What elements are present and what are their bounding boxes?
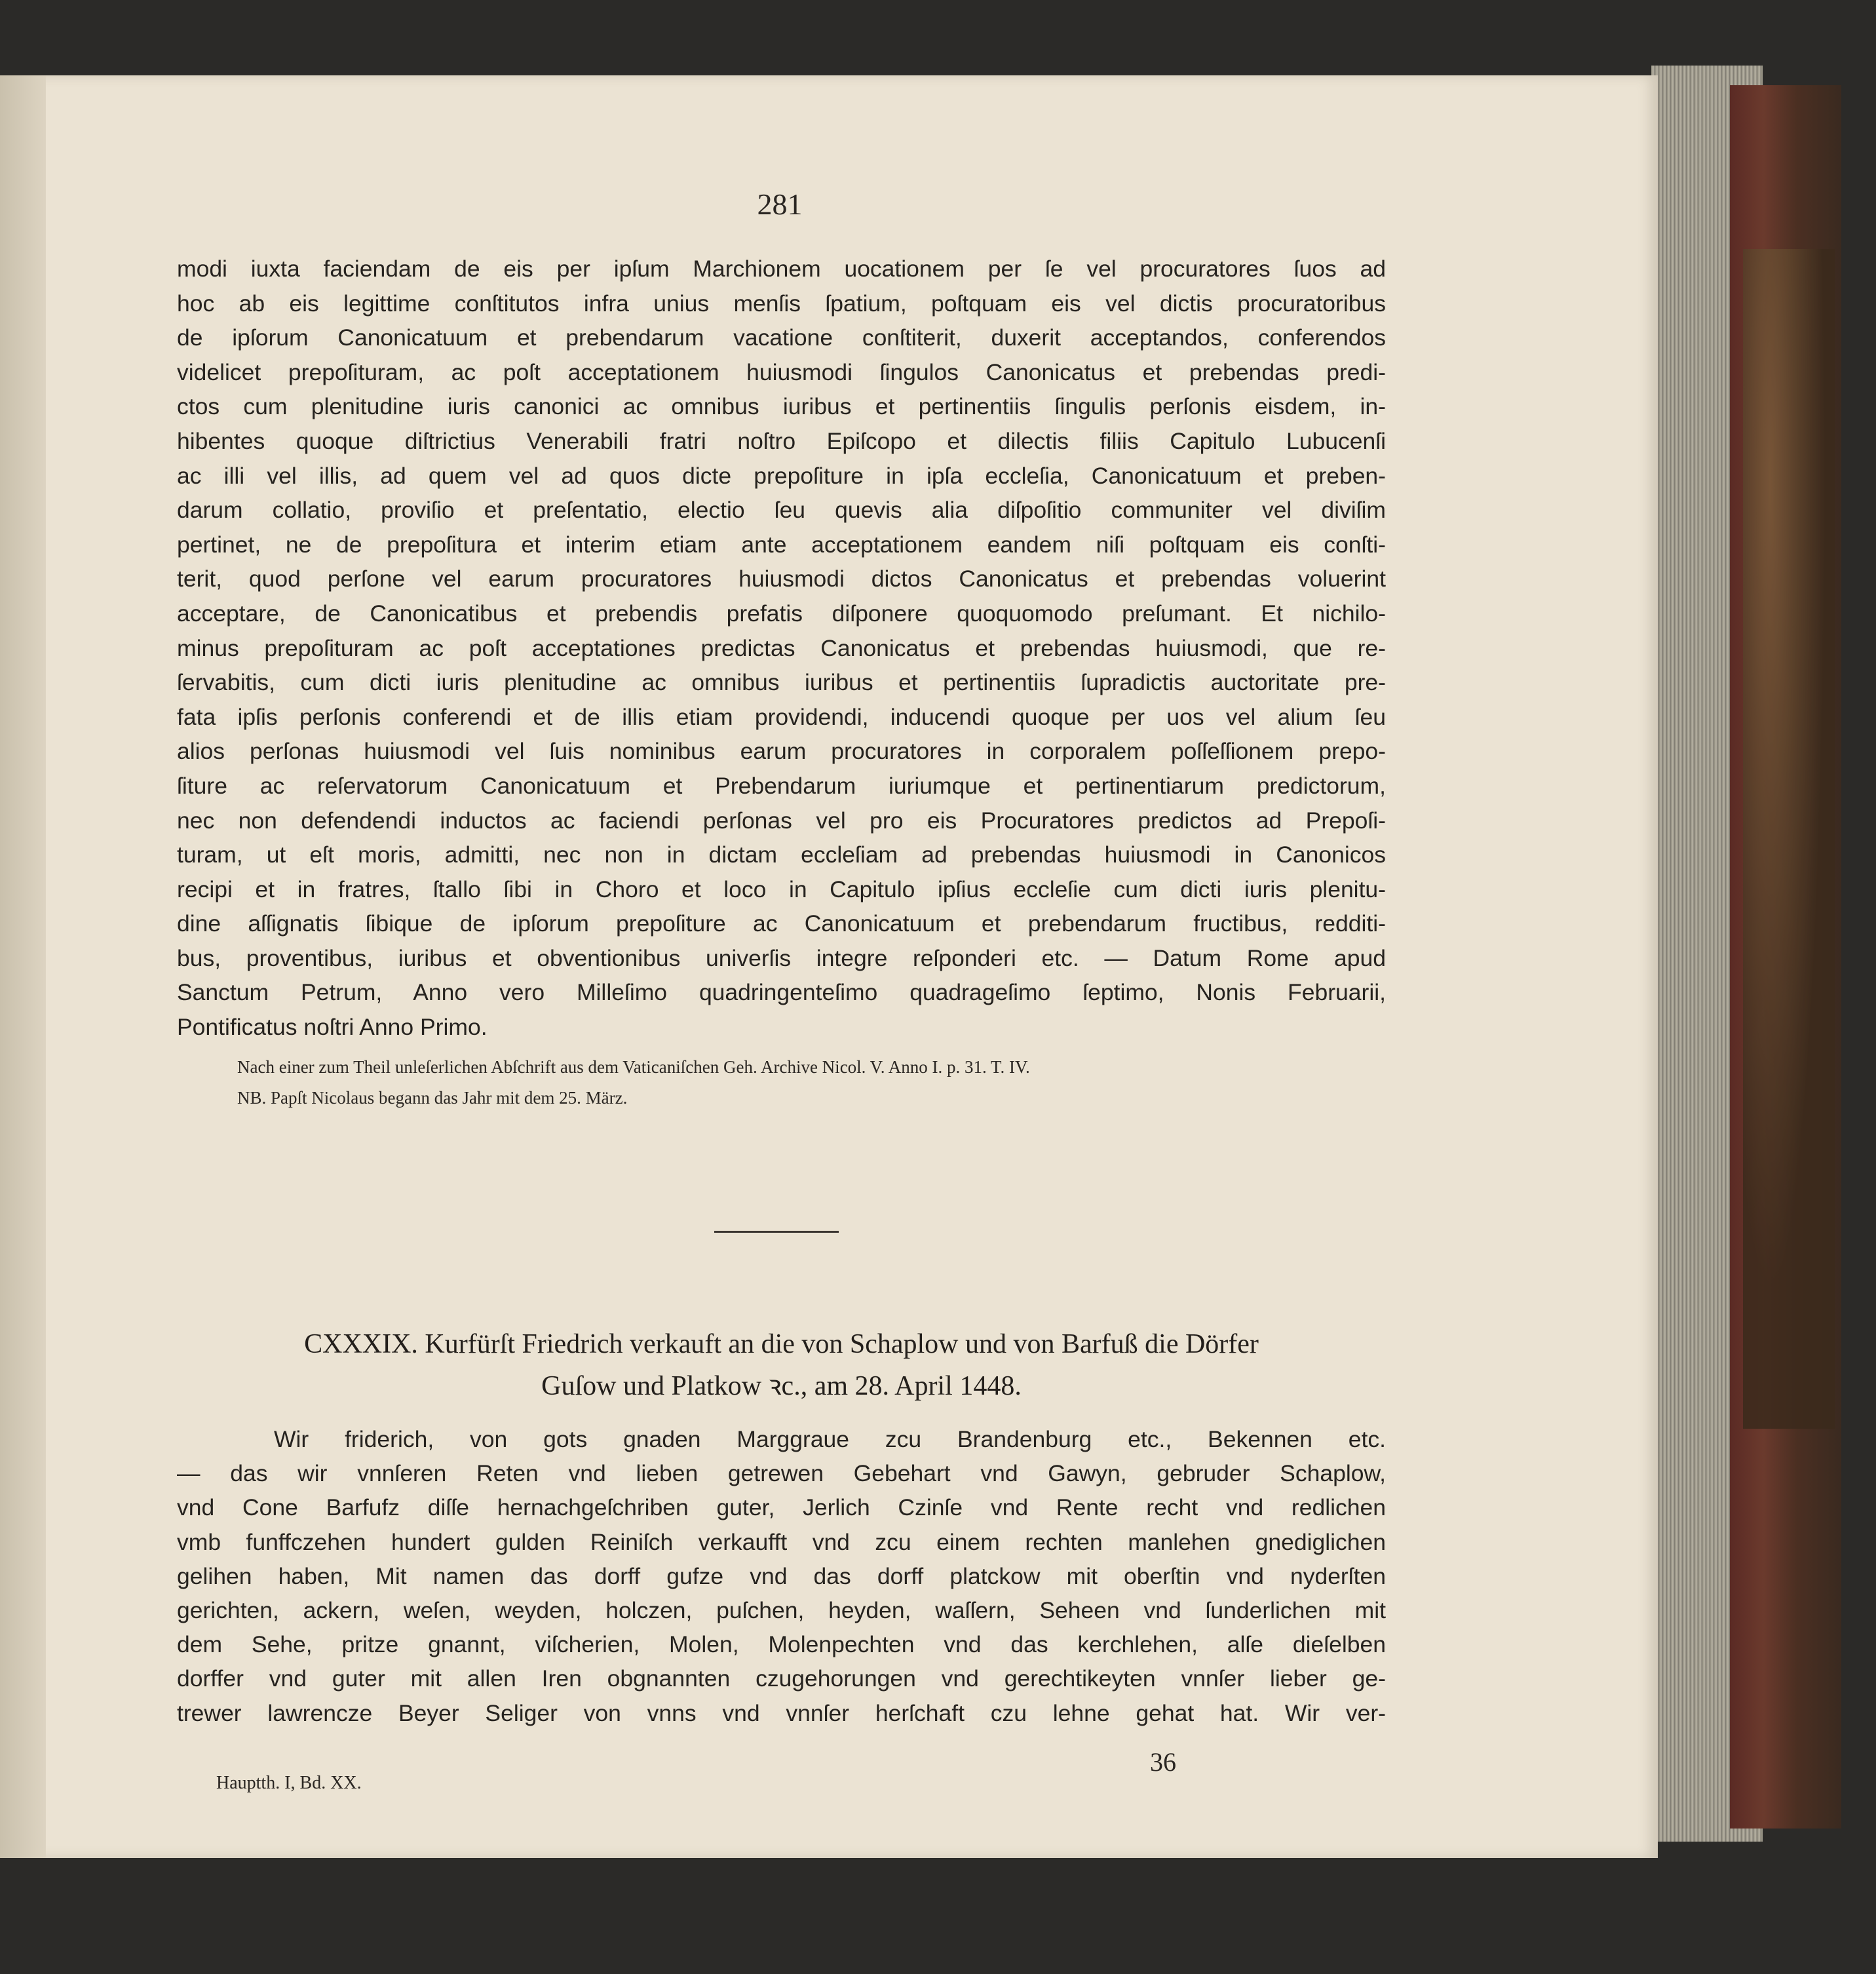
latin-document-text: [177, 252, 1386, 1045]
page-gutter: [0, 75, 46, 1858]
text-line: acceptare, de Canonicatibus et prebendis prefatis diſponere quoquomodo preſumant. Et nichilo-: [177, 600, 1386, 627]
german-charter-text: [177, 1422, 1386, 1730]
text-line: dorffer vnd guter mit allen Iren obgnannten czugehorungen vnd gerechtikeyten vnnſer lieber ge-: [177, 1665, 1386, 1692]
text-line: minus prepoſituram ac poſt acceptationes predictas Canonicatus et prebendas huiusmodi, que re-: [177, 634, 1386, 661]
page-number: 281: [757, 187, 803, 221]
text-line: gelihen haben, Mit namen das dorff gufze vnd das dorff platckow mit oberſtin vnd nyderſten: [177, 1562, 1386, 1589]
text-line: Sanctum Petrum, Anno vero Milleſimo quadringenteſimo quadrageſimo ſeptimo, Nonis Februarii,: [177, 979, 1386, 1006]
text-line: terit, quod perſone vel earum procuratores huiusmodi dictos Canonicatus et prebendas voluerint: [177, 566, 1386, 592]
text-line: bus, proventibus, iuribus et obventionibus univerſis integre reſponderi etc. — Datum Rome apud: [177, 944, 1386, 971]
sheet-number: 36: [1150, 1747, 1176, 1777]
text-line: recipi et in fratres, ſtallo ſibi in Choro et loco in Capitulo ipſius eccleſie cum dicti iuris plenitu-: [177, 876, 1386, 902]
text-line: Wir friderich, von gots gnaden Marggraue zcu Brandenburg etc., Bekennen etc.: [274, 1426, 1386, 1452]
signature-mark: Hauptth. I, Bd. XX.: [216, 1773, 362, 1793]
document-heading-line-2: Guſow und Platkow ꝛc., am 28. April 1448.: [541, 1371, 1022, 1401]
text-line: turam, ut eſt moris, admitti, nec non in dictam eccleſiam ad prebendas huiusmodi in Canonicos: [177, 842, 1386, 868]
text-line: hoc ab eis legittime conſtitutos infra unius menſis ſpatium, poſtquam eis vel dictis procuratoribus: [177, 290, 1386, 317]
text-line: ctos cum plenitudine iuris canonici ac omnibus iuribus et pertinentiis ſingulis perſonis eisdem, in-: [177, 393, 1386, 420]
section-divider: [714, 1231, 839, 1233]
text-line: vmb funffczehen hundert gulden Reiniſch verkaufft vnd zcu einem rechten manlehen gnediglichen: [177, 1528, 1386, 1555]
text-line: alios perſonas huiusmodi vel ſuis nominibus earum procuratores in corporalem poſſeſſionem prepo-: [177, 738, 1386, 765]
text-line: hibentes quoque diſtrictius Venerabili fratri noſtro Epiſcopo et dilectis filiis Capitulo Lubucenſi: [177, 427, 1386, 454]
text-line: fata ipſis perſonis conferendi et de illis etiam providendi, inducendi quoque per uos vel alium ſeu: [177, 703, 1386, 730]
document-heading-line-1: CXXXIX. Kurfürſt Friedrich verkauft an die von Schaplow und von Barfuß die Dörfer: [304, 1329, 1259, 1359]
text-line: ac illi vel illis, ad quem vel ad quos dicte prepoſiture in ipſa eccleſia, Canonicatuum et preben-: [177, 462, 1386, 489]
dating-note: NB. Papſt Nicolaus begann das Jahr mit dem 25. März.: [237, 1088, 628, 1108]
text-line: darum collatio, proviſio et preſentatio, electio ſeu quevis alia diſpoſitio communiter vel diviſim: [177, 497, 1386, 524]
text-line: vnd Cone Barfufz diſſe hernachgeſchriben guter, Jerlich Czinſe vnd Rente recht vnd redlichen: [177, 1494, 1386, 1521]
text-line: videlicet prepoſituram, ac poſt acceptationem huiusmodi ſingulos Canonicatus et prebendas predi-: [177, 358, 1386, 385]
text-line: Pontificatus noſtri Anno Primo.: [177, 1014, 488, 1041]
text-line: dine aſſignatis ſibique de ipſorum prepoſiture ac Canonicatuum et prebendarum fructibus, redditi-: [177, 910, 1386, 937]
text-line: pertinet, ne de prepoſitura et interim etiam ante acceptationem eandem niſi poſtquam eis conſti-: [177, 531, 1386, 558]
text-line: — das wir vnnſeren Reten vnd lieben getrewen Gebehart vnd Gawyn, gebruder Schaplow,: [177, 1460, 1386, 1487]
text-line: gerichten, ackern, weſen, weyden, holczen, puſchen, heyden, waſſern, Seheen vnd ſunderlichen mit: [177, 1597, 1386, 1624]
text-line: ſiture ac reſervatorum Canonicatuum et Prebendarum iuriumque et pertinentiarum predictorum,: [177, 772, 1386, 799]
text-line: trewer lawrencze Beyer Seliger von vnns vnd vnnſer herſchaft czu lehne gehat hat. Wir ver-: [177, 1699, 1386, 1726]
source-note: Nach einer zum Theil unleſerlichen Abſchrift aus dem Vaticaniſchen Geh. Archive Nicol. V. Anno I. p. 31. T. IV.: [237, 1057, 1030, 1077]
text-line: dem Sehe, pritze gnannt, viſcherien, Molen, Molenpechten vnd das kerchlehen, alſe dieſelben: [177, 1631, 1386, 1658]
marbled-cover-pattern: [1743, 249, 1835, 1429]
text-line: nec non defendendi inductos ac faciendi perſonas vel pro eis Procuratores predictos ad Prepoſi-: [177, 807, 1386, 834]
text-line: ſervabitis, cum dicti iuris plenitudine ac omnibus iuribus et pertinentiis ſupradictis auctoritate pre-: [177, 669, 1386, 696]
text-line: modi iuxta faciendam de eis per ipſum Marchionem uocationem per ſe vel procuratores ſuos ad: [177, 256, 1386, 282]
text-line: de ipſorum Canonicatuum et prebendarum vacatione conſtiterit, duxerit acceptandos, conferendos: [177, 324, 1386, 351]
